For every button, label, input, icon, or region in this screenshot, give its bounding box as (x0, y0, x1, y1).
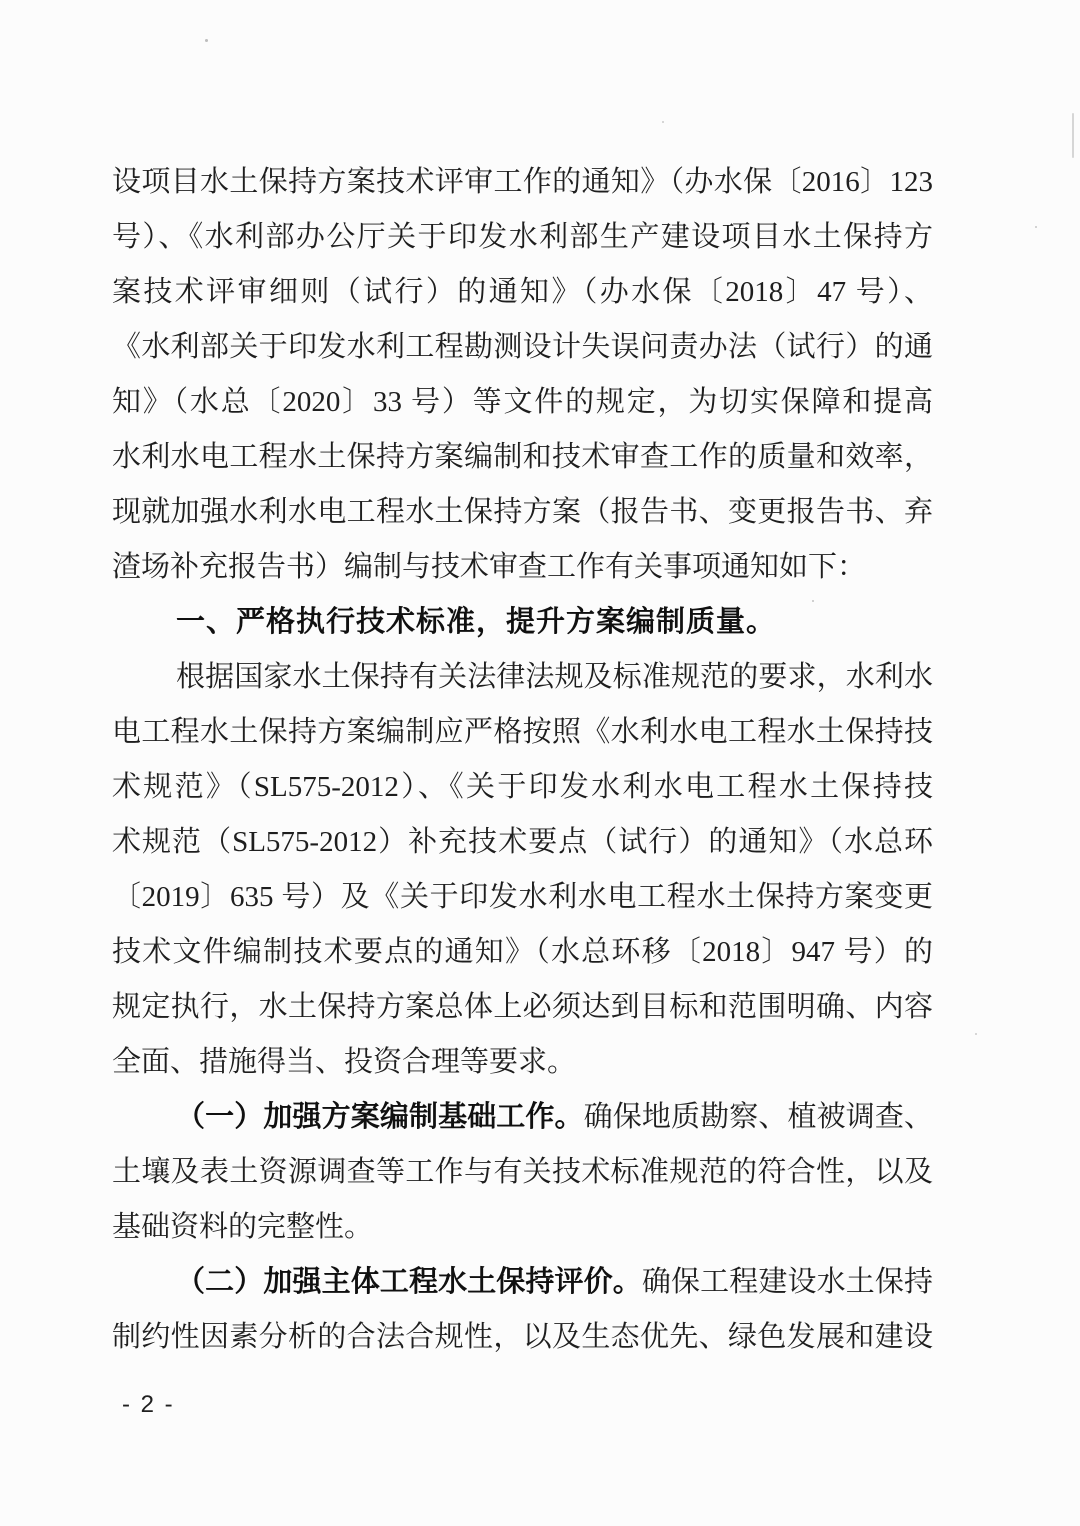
scan-speck (1035, 226, 1037, 228)
line-text: 术规范（SL575-2012）补充技术要点（试行）的通知》（水总环 (112, 826, 933, 858)
text-line-12 (112, 760, 933, 815)
line-text: 水利水电工程水土保持方案编制和技术审查工作的质量和效率， (112, 441, 933, 473)
text-line-11 (112, 705, 933, 760)
line-text: 案技术评审细则（试行）的通知》（办水保〔2018〕47 号）、 (112, 276, 933, 308)
text-line-01 (112, 155, 933, 210)
line-text: 确保地质勘察、植被调查、 (583, 1101, 933, 1133)
line-text: 土壤及表土资源调查等工作与有关技术标准规范的符合性，以及 (112, 1156, 933, 1188)
text-line-22 (112, 1310, 933, 1365)
line-text: 术规范》（SL575-2012）、《关于印发水利水电工程水土保持技 (112, 771, 933, 803)
line-text: 〔2019〕635 号）及《关于印发水利水电工程水土保持方案变更 (112, 881, 933, 913)
text-line-10 (112, 650, 933, 705)
section-heading (112, 595, 933, 650)
text-line-02 (112, 210, 933, 265)
scan-speck (812, 600, 814, 602)
text-line-07 (112, 485, 933, 540)
text-line-03 (112, 265, 933, 320)
scan-speck (975, 1033, 977, 1035)
line-text: 根据国家水土保持有关法律法规及标准规范的要求，水利水 (176, 661, 933, 693)
line-text: 知》（水总〔2020〕33 号）等文件的规定，为切实保障和提高 (112, 386, 933, 418)
text-line-19 (112, 1145, 933, 1200)
text-line-14 (112, 870, 933, 925)
text-line-04 (112, 320, 933, 375)
text-line-06 (112, 430, 933, 485)
document-body (112, 155, 933, 1365)
line-text: 《水利部关于印发水利工程勘测设计失误问责办法（试行）的通 (112, 331, 933, 363)
text-line-16 (112, 980, 933, 1035)
line-text: 确保工程建设水土保持 (641, 1266, 933, 1298)
item-2-lead-bold: （二）加强主体工程水土保持评价。 (176, 1266, 642, 1298)
page-number: - 2 - (122, 1391, 175, 1418)
text-line-15 (112, 925, 933, 980)
scan-edge-mark (1072, 113, 1074, 158)
item-1-lead-bold: （一）加强方案编制基础工作。 (176, 1101, 584, 1133)
scan-speck (662, 121, 664, 123)
line-text: 电工程水土保持方案编制应严格按照《水利水电工程水土保持技 (112, 716, 933, 748)
line-text: 规定执行，水土保持方案总体上必须达到目标和范围明确、内容 (112, 991, 933, 1023)
line-text: 基础资料的完整性。 (112, 1211, 374, 1243)
heading-text: 一、严格执行技术标准，提升方案编制质量。 (176, 606, 777, 638)
line-text: 渣场补充报告书）编制与技术审查工作有关事项通知如下： (112, 551, 867, 583)
line-text: 制约性因素分析的合法合规性，以及生态优先、绿色发展和建设 (112, 1321, 933, 1353)
line-text: 号）、《水利部办公厅关于印发水利部生产建设项目水土保持方 (112, 221, 933, 253)
text-line-13 (112, 815, 933, 870)
text-line-20 (112, 1200, 933, 1255)
line-text: 技术文件编制技术要点的通知》（水总环移〔2018〕947 号）的 (112, 936, 933, 968)
text-line-05 (112, 375, 933, 430)
line-text: 现就加强水利水电工程水土保持方案（报告书、变更报告书、弃 (112, 496, 933, 528)
text-line-08 (112, 540, 933, 595)
text-line-17 (112, 1035, 933, 1090)
scan-speck (205, 39, 208, 42)
text-line-21 (112, 1255, 933, 1310)
line-text: 全面、措施得当、投资合理等要求。 (112, 1046, 577, 1078)
text-line-18 (112, 1090, 933, 1145)
line-text: 设项目水土保持方案技术评审工作的通知》（办水保〔2016〕123 (112, 166, 933, 198)
